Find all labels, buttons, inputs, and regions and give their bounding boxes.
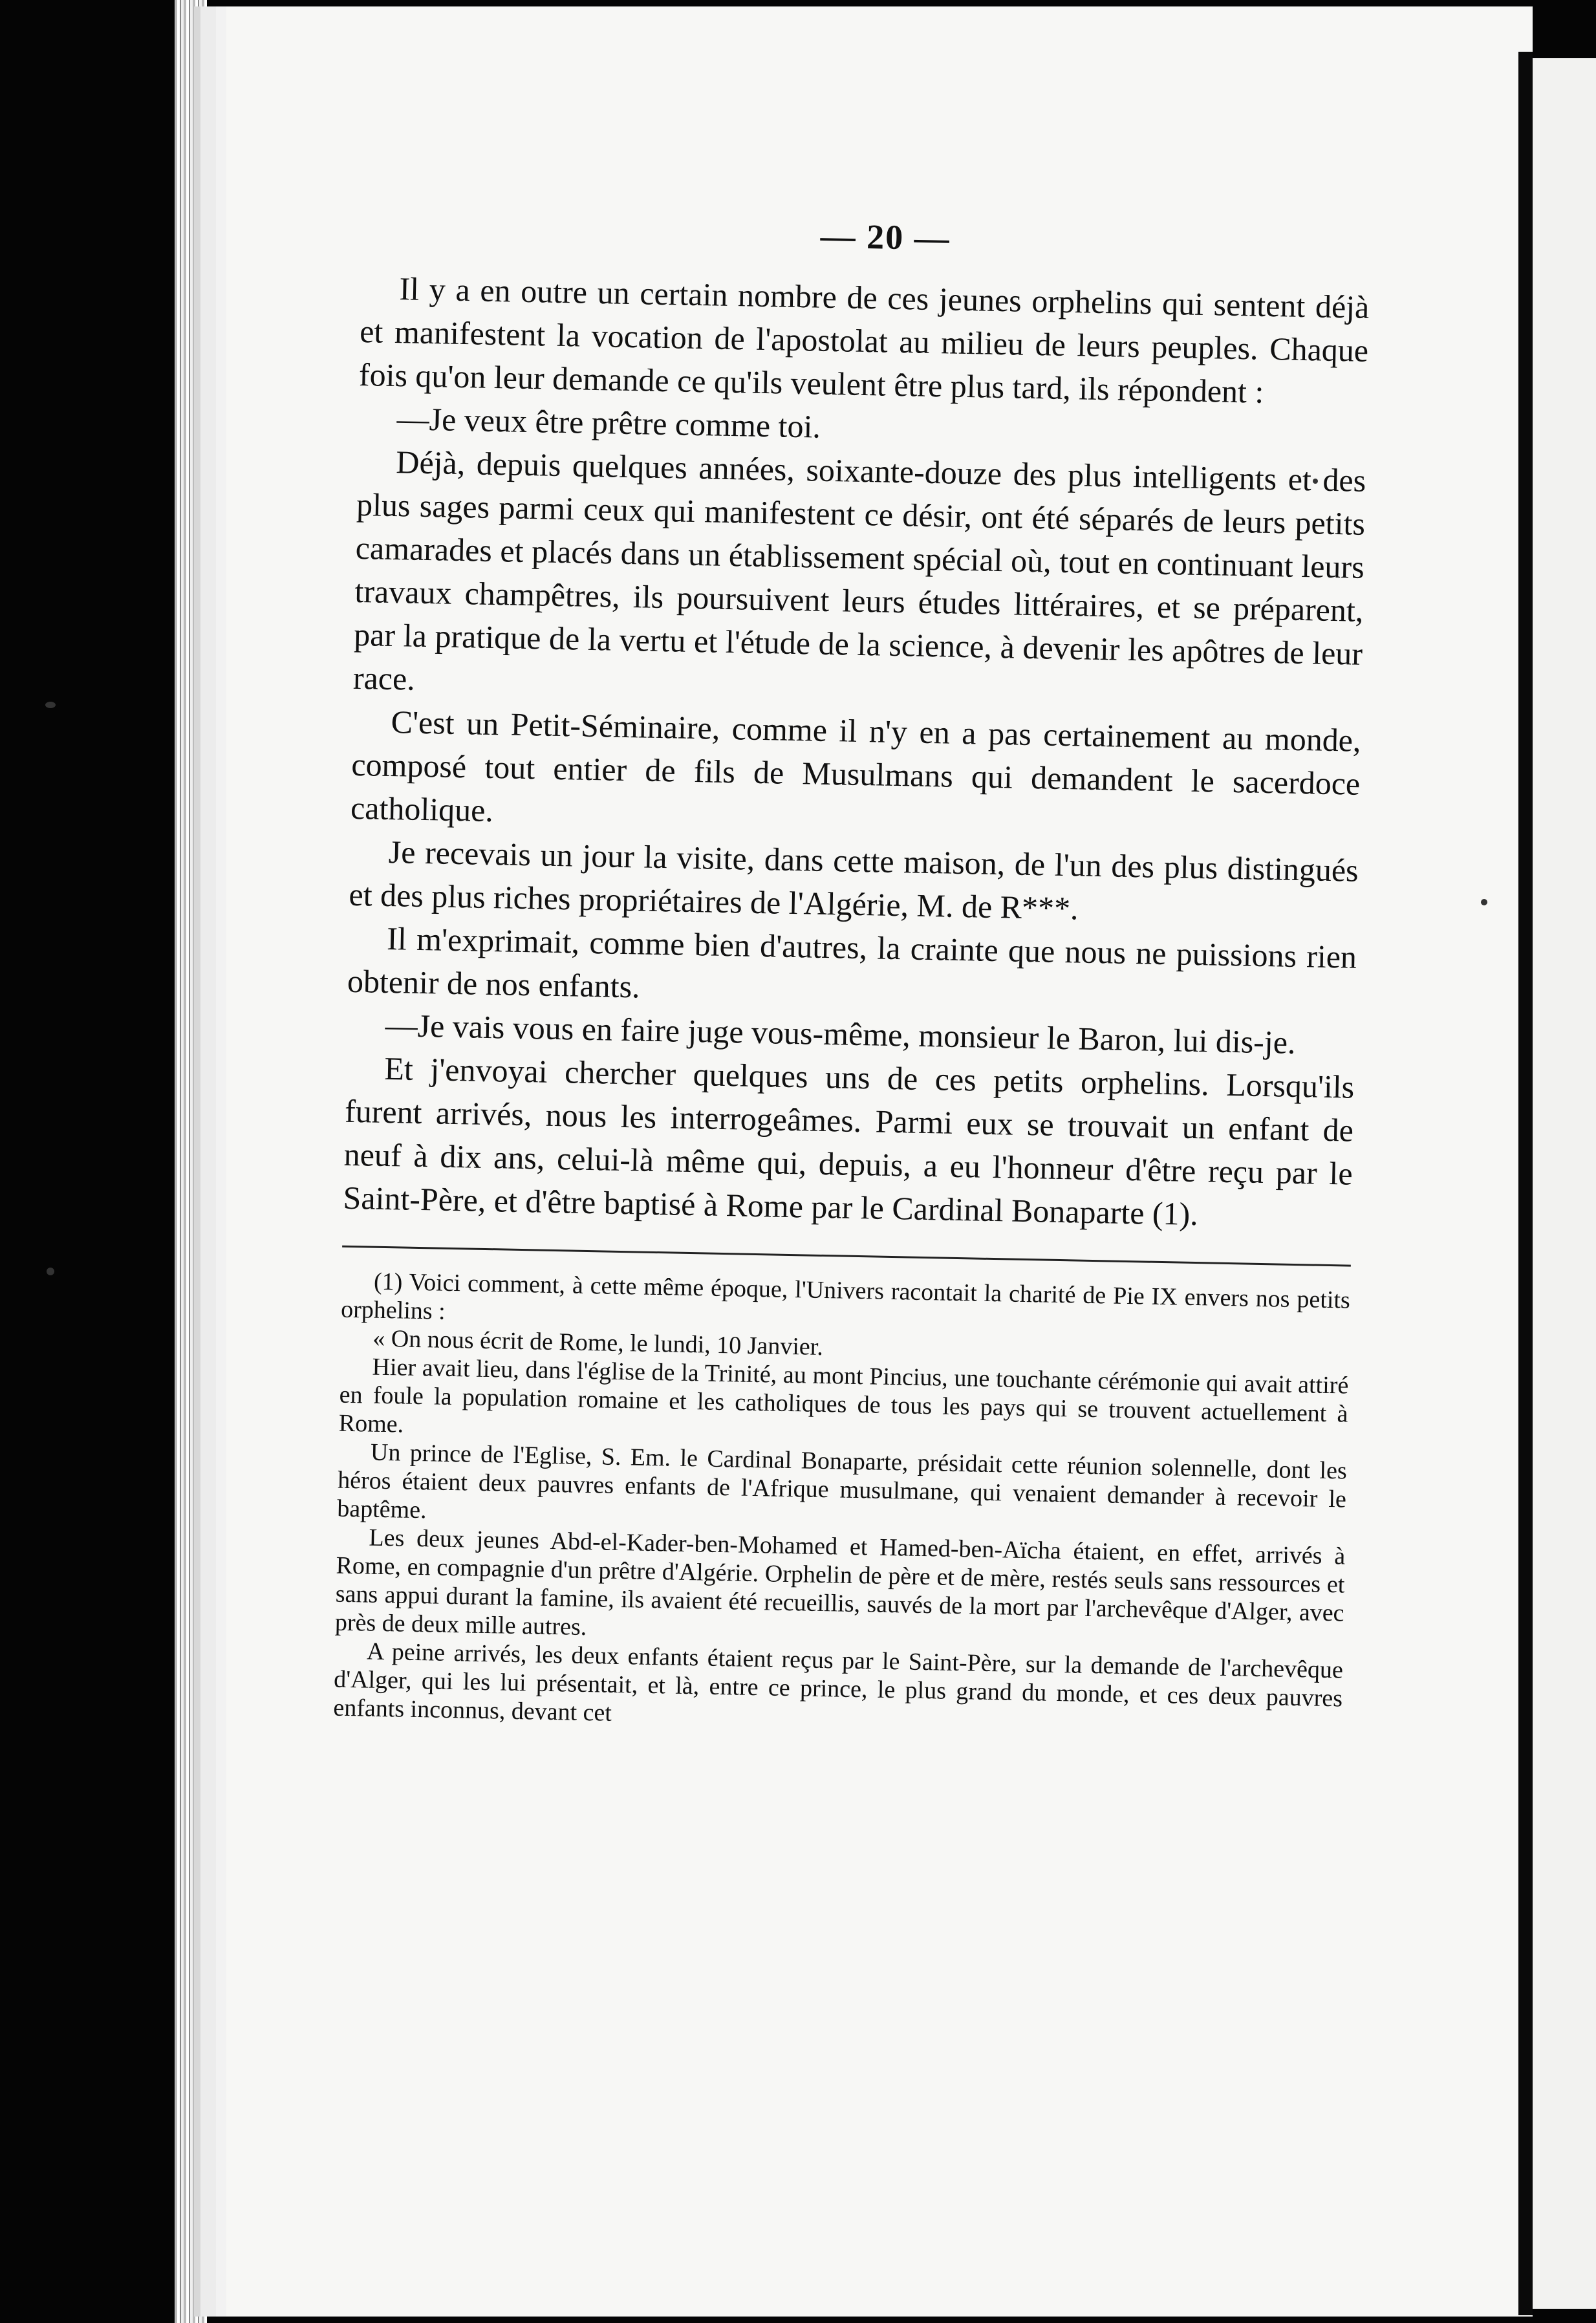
speck — [1481, 899, 1487, 905]
body-paragraph: Je recevais un jour la visite, dans cette maison, de l'un des plus distingués et des plus riches propriétaires de l'Algérie, M. de R***. — [349, 833, 1359, 927]
body-paragraph: C'est un Petit-Séminaire, comme il n'y en a pas certainement au monde, composé tout entier de fils de Musulmans qui demandent le sacerdoce catholique. — [350, 704, 1361, 829]
footnote-divider — [342, 1246, 1351, 1267]
page-text — [333, 207, 1371, 1742]
footnote-paragraph: Les deux jeunes Abd-el-Kader-ben-Mohamed et Hamed-ben-Aïcha étaient, en effet, arrivés à Rome, en compagnie d'un prêtre d'Algérie. Orphelin de père et de mère, restés seuls sans ressources et sans appui durant la famine, ils avaient été recueillis, sauvés de la mort par l'archevêque d'Alger, avec près de deux mille autres. — [334, 1524, 1346, 1641]
body-paragraph: —Je vais vous en faire juge vous-même, monsieur le Baron, lui dis-je. — [385, 1006, 1297, 1061]
body-paragraph: Il y a en outre un certain nombre de ces jeunes orphelins qui sentent déjà et manifestent la vocation de l'apostolat au milieu de leurs peuples. Chaque fois qu'on leur demande ce qu'ils veulent être plus tard, ils répondent : — [358, 270, 1370, 410]
facing-page-edge — [1533, 58, 1596, 2309]
body-paragraph: Et j'envoyai chercher quelques uns de ces petits orphelins. Lorsqu'ils furent arrivés, nous les interrogeâmes. Parmi eux se trouvait un enfant de neuf à dix ans, celui-là même qui, depuis, a eu l'honneur d'être reçu par le Saint-Père, et d'être baptisé à Rome par le Cardinal Bonaparte (1). — [343, 1050, 1355, 1233]
body-paragraph: —Je veux être prêtre comme toi. — [396, 400, 821, 445]
page-number: — 20 — — [820, 216, 951, 258]
footnote-paragraph: Hier avait lieu, dans l'église de la Trinité, au mont Pincius, une touchante cérémonie qui avait attiré en foule la population romaine et les catholiques de tous les pays qui se trouvent actuellement à Rome. — [338, 1353, 1349, 1438]
speck — [47, 1268, 54, 1275]
footnote-paragraph: (1) Voici comment, à cette même époque, l'Univers racontait la charité de Pie IX envers nos petits orphelins : — [340, 1268, 1351, 1325]
speck — [45, 702, 56, 708]
footnote-paragraph: Un prince de l'Eglise, S. Em. le Cardinal Bonaparte, présidait cette réunion solennelle, dont les héros étaient deux pauvres enfants de l'Afrique musulmane, qui venaient demander à recevoir le baptême. — [336, 1438, 1348, 1524]
body-paragraph: Il m'exprimait, comme bien d'autres, la crainte que nous ne puissions rien obtenir de nos enfants. — [347, 920, 1357, 1005]
footnote-paragraph: A peine arrivés, les deux enfants étaient reçus par le Saint-Père, sur la demande de l'archevêque d'Alger, qui les lui présentait, et là, entre ce prince, le plus grand du monde, et ces deux pauvres enfants inconnus, devant cet — [333, 1637, 1344, 1727]
footnote-paragraph: « On nous écrit de Rome, le lundi, 10 Janvier. — [372, 1324, 824, 1361]
page-gap — [1518, 52, 1533, 2315]
body-paragraph: Déjà, depuis quelques années, soixante-douze des plus intelligents et des plus sages parmi ceux qui manifestent ce désir, ont été séparés de leurs petits camarades et placés dans un établissement spécial où, tout en continuant leurs travaux champêtres, ils poursuivent leurs études littéraires, et se préparent, par la pratique de la vertu et l'étude de la science, à devenir les apôtres de leur race. — [352, 444, 1366, 697]
